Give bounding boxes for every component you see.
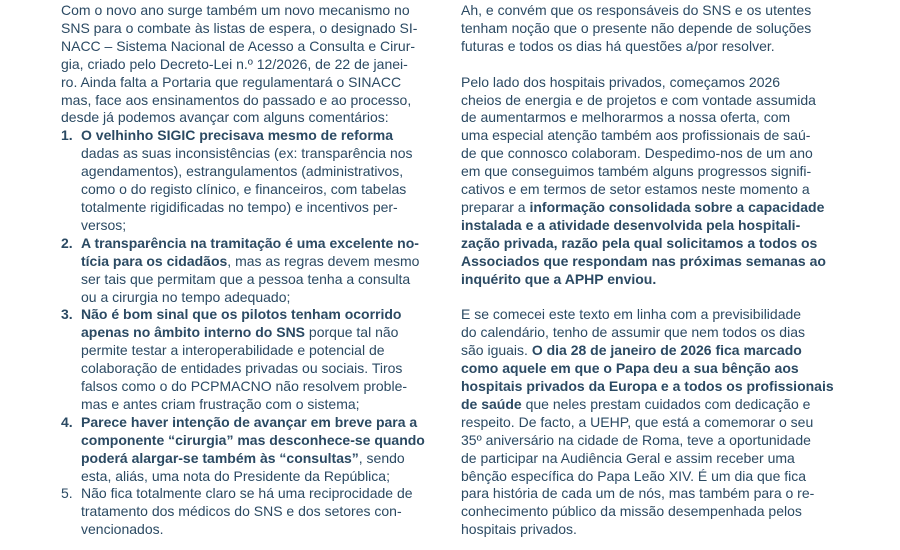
text-line: hospitais privados. xyxy=(461,521,577,538)
intro-paragraph xyxy=(61,2,439,127)
comments-list xyxy=(61,127,439,539)
text-fragment: , sendo xyxy=(358,449,405,466)
text-line: dadas as suas inconsistências (ex: transparência nos xyxy=(81,145,413,162)
bold-fragment: poderá alargar-se também às “consultas” xyxy=(81,449,359,466)
text-fragment: , mas as regras devem mesmo xyxy=(227,252,420,269)
left-column xyxy=(61,2,439,539)
text-line: em que conseguimos também alguns progressos signifi- xyxy=(461,163,812,180)
text-line: futuras e todos os dias há questões a/por resolver. xyxy=(461,37,775,54)
bold-fragment: O dia 28 de janeiro de 2026 fica marcado xyxy=(531,342,802,359)
text-line: falsos como o do PCPMACNO não resolvem proble- xyxy=(81,378,408,395)
text-line: hospitais privados da Europa e a todos os profissionais xyxy=(461,378,834,394)
list-item xyxy=(61,127,439,234)
text-line: permite testar a interoperabilidade e potencial de xyxy=(81,342,385,359)
text-line: SNS para o combate às listas de espera, o designado SI- xyxy=(61,19,418,36)
text-line: Pelo lado dos hospitais privados, começamos 2026 xyxy=(461,73,781,90)
paragraph-gap xyxy=(461,56,837,74)
text-line: ro. Ainda falta a Portaria que regulamentará o SINACC xyxy=(61,73,402,90)
text-line: instalada e a atividade desenvolvida pela hospitali- xyxy=(461,216,801,233)
text-line: Parece haver intenção de avançar em breve para a xyxy=(81,413,418,430)
text-line xyxy=(81,450,439,468)
text-line: gia, criado pelo Decreto-Lei n.º 12/2026, de 22 de janei- xyxy=(61,55,408,72)
list-item xyxy=(61,306,439,413)
text-line xyxy=(81,324,439,342)
text-line: Não é bom sinal que os pilotos tenham ocorrido xyxy=(81,306,402,323)
list-number: 1. xyxy=(61,127,73,144)
text-line: Ah, e convém que os responsáveis do SNS e os utentes xyxy=(461,2,812,18)
text-line: de aumentarmos e melhorarmos a nossa oferta, com xyxy=(461,109,791,126)
text-fragment: preparar a xyxy=(461,198,530,215)
text-line xyxy=(461,342,837,360)
text-line xyxy=(461,396,837,414)
text-fragment: porque tal não xyxy=(305,324,399,341)
text-line: respeito. De facto, a UEHP, que está a comemorar o seu xyxy=(461,413,814,430)
list-item xyxy=(61,414,439,486)
text-line: ou a cirurgia no tempo adequado; xyxy=(81,288,291,305)
list-number: 3. xyxy=(61,306,73,323)
text-line: zação privada, razão pela qual solicitamos a todos os xyxy=(461,234,818,251)
paragraph xyxy=(461,74,837,289)
text-line: de que connosco colaboram. Despedimo-nos de um ano xyxy=(461,145,813,162)
right-column xyxy=(461,2,837,539)
text-line: componente “cirurgia” mas desconhece-se quando xyxy=(81,431,425,448)
list-number: 5. xyxy=(61,485,73,502)
bold-fragment: tícia para os cidadãos xyxy=(81,252,228,269)
text-line: mas e antes criam frustração com o sistema; xyxy=(81,395,360,412)
text-line: mas, face aos ensinamentos do passado e ao processo, xyxy=(61,91,412,108)
bold-fragment: apenas no âmbito interno do SNS xyxy=(81,324,306,341)
text-line: inquérito que a APHP enviou. xyxy=(461,270,657,287)
text-line: cativos e em termos de setor estamos neste momento a xyxy=(461,181,810,198)
bold-fragment: de saúde xyxy=(461,395,522,412)
list-item xyxy=(61,235,439,307)
text-line: tenham noção que o presente não depende de soluções xyxy=(461,19,812,36)
text-line: O velhinho SIGIC precisava mesmo de reforma xyxy=(81,127,393,144)
text-line: versos; xyxy=(81,216,127,233)
text-fragment: são iguais. xyxy=(461,342,532,359)
text-line: A transparência na tramitação é uma excelente no- xyxy=(81,234,419,251)
text-line: colaboração de entidades privadas ou sociais. Tiros xyxy=(81,360,403,377)
text-line: para história de cada um de nós, mas também para o re- xyxy=(461,485,815,502)
text-line: Associados que respondam nas próximas semanas ao xyxy=(461,252,826,269)
text-line: NACC – Sistema Nacional de Acesso a Consulta e Cirur- xyxy=(61,37,416,54)
text-line: como aquele em que o Papa deu a sua bênção aos xyxy=(461,360,799,377)
list-number: 4. xyxy=(61,413,73,430)
text-fragment: que neles prestam cuidados com dedicação e xyxy=(521,395,811,412)
text-line: totalmente rigidificadas no tempo) e incentivos per- xyxy=(81,198,398,215)
text-line xyxy=(81,253,439,271)
list-number: 2. xyxy=(61,234,73,251)
list-item xyxy=(61,485,439,539)
text-line: vencionados. xyxy=(81,521,164,538)
paragraph xyxy=(461,306,837,539)
text-line: conhecimento público da missão desempenhada pelos xyxy=(461,503,802,520)
text-line: de participar na Audiência Geral e assim receber uma xyxy=(461,449,795,466)
paragraph-gap xyxy=(461,288,837,306)
text-line: cheios de energia e de projetos e com vontade assumida xyxy=(461,91,816,108)
text-line: como o do registo clínico, e financeiros, com tabelas xyxy=(81,181,407,198)
text-line: bênção específica do Papa Leão XIV. É um dia que fica xyxy=(461,467,807,484)
text-line: agendamentos), estrangulamentos (administrativos, xyxy=(81,163,404,180)
text-line: desde já podemos avançar com alguns comentários: xyxy=(61,109,389,126)
text-line xyxy=(461,199,837,217)
text-line: Com o novo ano surge também um novo mecanismo no xyxy=(61,2,410,18)
paragraph xyxy=(461,2,837,56)
bold-fragment: informação consolidada sobre a capacidade xyxy=(529,198,825,215)
text-line: ser tais que permitam que a pessoa tenha a consulta xyxy=(81,270,411,287)
text-line: 35º aniversário na cidade de Roma, teve a oportunidade xyxy=(461,431,811,448)
text-line: tratamento dos médicos do SNS e dos setores con- xyxy=(81,503,402,520)
text-line: esta, aliás, uma nota do Presidente da República; xyxy=(81,467,390,484)
text-line: do calendário, tenho de assumir que nem todos os dias xyxy=(461,324,805,341)
text-line: Não fica totalmente claro se há uma reciprocidade de xyxy=(81,485,413,502)
text-line: E se comecei este texto em linha com a previsibilidade xyxy=(461,306,802,323)
text-line: uma especial atenção também aos profissionais de saú- xyxy=(461,127,811,144)
